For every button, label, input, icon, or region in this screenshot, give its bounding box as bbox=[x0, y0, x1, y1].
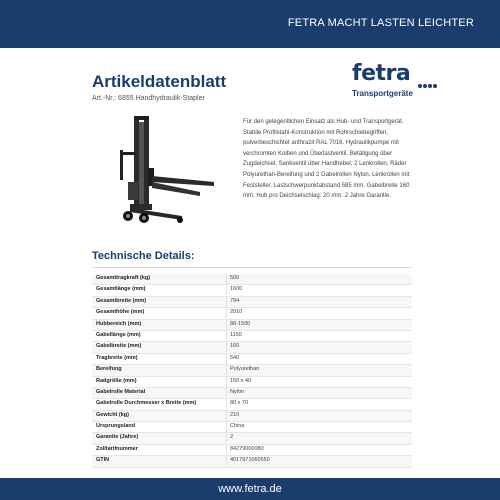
column-divider bbox=[226, 433, 227, 443]
spec-label: Gesamthöhe (mm) bbox=[96, 309, 145, 316]
spec-value: Nylon bbox=[230, 388, 245, 395]
header-slogan: FETRA MACHT LASTEN LEICHTER bbox=[287, 17, 474, 29]
spec-value: 150 x 40 bbox=[230, 377, 252, 384]
table-row bbox=[92, 285, 412, 296]
column-divider bbox=[226, 308, 227, 318]
spec-label: Garantie (Jahre) bbox=[96, 434, 139, 441]
table-row bbox=[92, 388, 412, 399]
spec-label: Bereifung bbox=[96, 366, 122, 373]
column-divider bbox=[226, 331, 227, 341]
spec-label: Tragbreite (mm) bbox=[96, 354, 138, 361]
spec-label: Gesamtlänge (mm) bbox=[96, 286, 146, 293]
footer-url[interactable]: www.fetra.de bbox=[218, 483, 282, 495]
spec-value: 2 bbox=[230, 434, 234, 441]
column-divider bbox=[226, 342, 227, 352]
table-row bbox=[92, 422, 412, 433]
table-row bbox=[92, 456, 412, 467]
table-row bbox=[92, 365, 412, 376]
spec-label: Gabelbreite (mm) bbox=[96, 343, 142, 350]
spec-value: Polyurethan bbox=[230, 366, 260, 373]
spec-label: Gabelrolle Durchmesser x Breite (mm) bbox=[96, 400, 197, 407]
spec-value: 1150 bbox=[230, 331, 242, 338]
spec-label: Gesamttragkraft (kg) bbox=[96, 275, 151, 281]
column-divider bbox=[226, 411, 227, 421]
spec-value: 160 bbox=[230, 343, 240, 350]
column-divider bbox=[226, 365, 227, 375]
column-divider bbox=[226, 388, 227, 398]
spec-value: 84279000080 bbox=[230, 445, 264, 452]
table-row bbox=[92, 320, 412, 331]
table-row bbox=[92, 331, 412, 342]
technical-details-heading: Technische Details: bbox=[92, 250, 195, 262]
table-row bbox=[92, 297, 412, 308]
table-row bbox=[92, 274, 412, 285]
fetra-logo bbox=[352, 61, 472, 106]
spec-label: Gewicht (kg) bbox=[96, 411, 130, 418]
logo-dots-icon bbox=[418, 75, 438, 93]
spec-value: 4017971060550 bbox=[230, 457, 270, 464]
spec-value: 1600 bbox=[230, 286, 243, 293]
column-divider bbox=[226, 285, 227, 295]
spec-label: Ursprungsland bbox=[96, 423, 136, 430]
spec-label: Zolltarifnummer bbox=[96, 445, 138, 452]
page-title: Artikeldatenblatt bbox=[92, 72, 227, 91]
table-row bbox=[92, 411, 412, 422]
spec-label: GTIN bbox=[96, 457, 110, 464]
spec-label: Gabellänge (mm) bbox=[96, 331, 141, 338]
column-divider bbox=[226, 354, 227, 364]
spec-value: 794 bbox=[230, 297, 240, 304]
header-bar bbox=[0, 0, 500, 48]
column-divider bbox=[226, 377, 227, 387]
column-divider bbox=[226, 320, 227, 330]
spec-value: 500 bbox=[230, 275, 240, 281]
table-row bbox=[92, 354, 412, 365]
table-row bbox=[92, 308, 412, 319]
spec-value: 80 x 70 bbox=[230, 400, 249, 407]
spec-label: Gesamtbreite (mm) bbox=[96, 297, 147, 304]
spec-value: 540 bbox=[230, 354, 240, 361]
spec-label: Gabelrolle Material bbox=[96, 388, 146, 395]
footer-bar bbox=[0, 478, 500, 500]
spec-value: 88-1500 bbox=[230, 320, 251, 327]
column-divider bbox=[226, 445, 227, 455]
table-row bbox=[92, 399, 412, 410]
table-row bbox=[92, 445, 412, 456]
spec-value: 210 bbox=[230, 411, 240, 418]
table-row bbox=[92, 433, 412, 444]
spec-table bbox=[92, 274, 412, 468]
column-divider bbox=[226, 297, 227, 307]
column-divider bbox=[226, 422, 227, 432]
column-divider bbox=[226, 399, 227, 409]
spec-value: China bbox=[230, 423, 245, 430]
spec-value: 2010 bbox=[230, 309, 243, 316]
logo-wordmark: fetra bbox=[352, 61, 411, 86]
column-divider bbox=[226, 274, 227, 284]
table-row bbox=[92, 342, 412, 353]
spec-label: Radgröße (mm) bbox=[96, 377, 137, 384]
pallet-stacker-image bbox=[100, 112, 220, 232]
section-divider bbox=[92, 267, 412, 268]
table-row bbox=[92, 377, 412, 388]
logo-tagline: Transportgeräte bbox=[352, 89, 413, 98]
spec-label: Hubbereich (mm) bbox=[96, 320, 142, 327]
column-divider bbox=[226, 456, 227, 466]
product-description: Für den gelegentlichen Einsatz als Hub- und Transportgerät. Stabile Profilstahl-Konstruktion mit Rohrschiebegriffen, pulverbeschichtet anthrazit RAL 7016. Hydraulikpumpe mit verchromten Kolben und Überlastventil. Betätigung über Zugdeichsel. Senkventil über Handhebel. 2 Lenkrollen, Räder Polyurethan-Bereifung und 2 Gabelrollen Nylon. Lenkrollen mit Feststeller. Lastschwerpunktabstand 585 mm. Gabelbreite 160 mm. Hub pro Deichselschlag: 20 mm. 2 Jahre Garantie. bbox=[243, 119, 410, 200]
article-number: Art.-Nr.: 6855 Handhydraulik-Stapler bbox=[92, 95, 205, 102]
